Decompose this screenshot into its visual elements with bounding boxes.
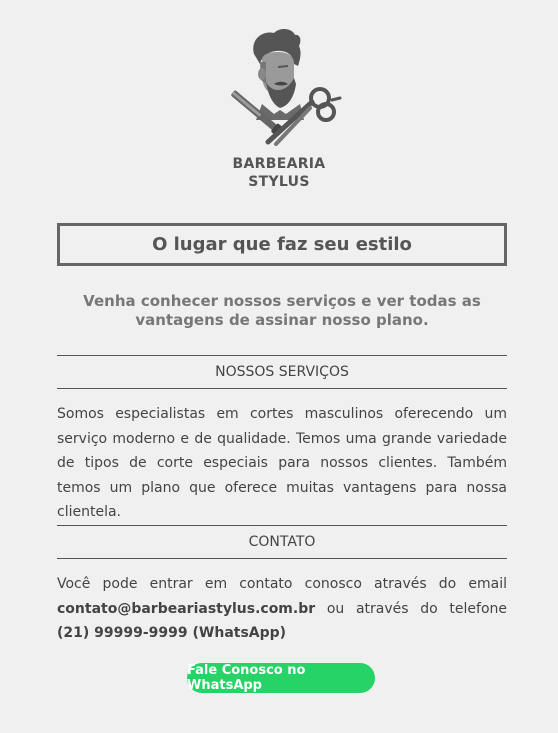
brand-logo	[0, 24, 558, 191]
contact-phone[interactable]: (21) 99999-9999 (WhatsApp)	[57, 625, 287, 641]
brand-name-line2: STYLUS	[248, 174, 310, 190]
contact-text-prefix: Você pode entrar em contato conosco através do email	[57, 576, 507, 592]
contact-text-middle: ou através do telefone	[326, 600, 507, 617]
contact-email[interactable]: contato@barbeariastylus.com.br	[57, 600, 316, 617]
services-text: Somos especialistas em cortes masculinos oferecendo um serviço moderno e de qualidade. Temos uma grande variedade de tipos de corte especiais para nossos clientes. Também temos um plano que oferece muitas vantagens para nossa clientela.	[57, 406, 507, 520]
barber-logo-icon	[216, 24, 342, 152]
headline-box	[57, 223, 507, 266]
whatsapp-contact-button[interactable]: Fale Conosco no WhatsApp	[187, 663, 375, 693]
services-section-title: NOSSOS SERVIÇOS	[57, 355, 507, 389]
contact-section-title: CONTATO	[57, 525, 507, 559]
contact-text	[57, 572, 507, 646]
page-title: O lugar que faz seu estilo	[152, 234, 412, 255]
brand-name-line1: BARBEARIA	[232, 156, 326, 172]
hero-subtitle: Venha conhecer nossos serviços e ver todas as vantagens de assinar nosso plano.	[83, 292, 481, 329]
